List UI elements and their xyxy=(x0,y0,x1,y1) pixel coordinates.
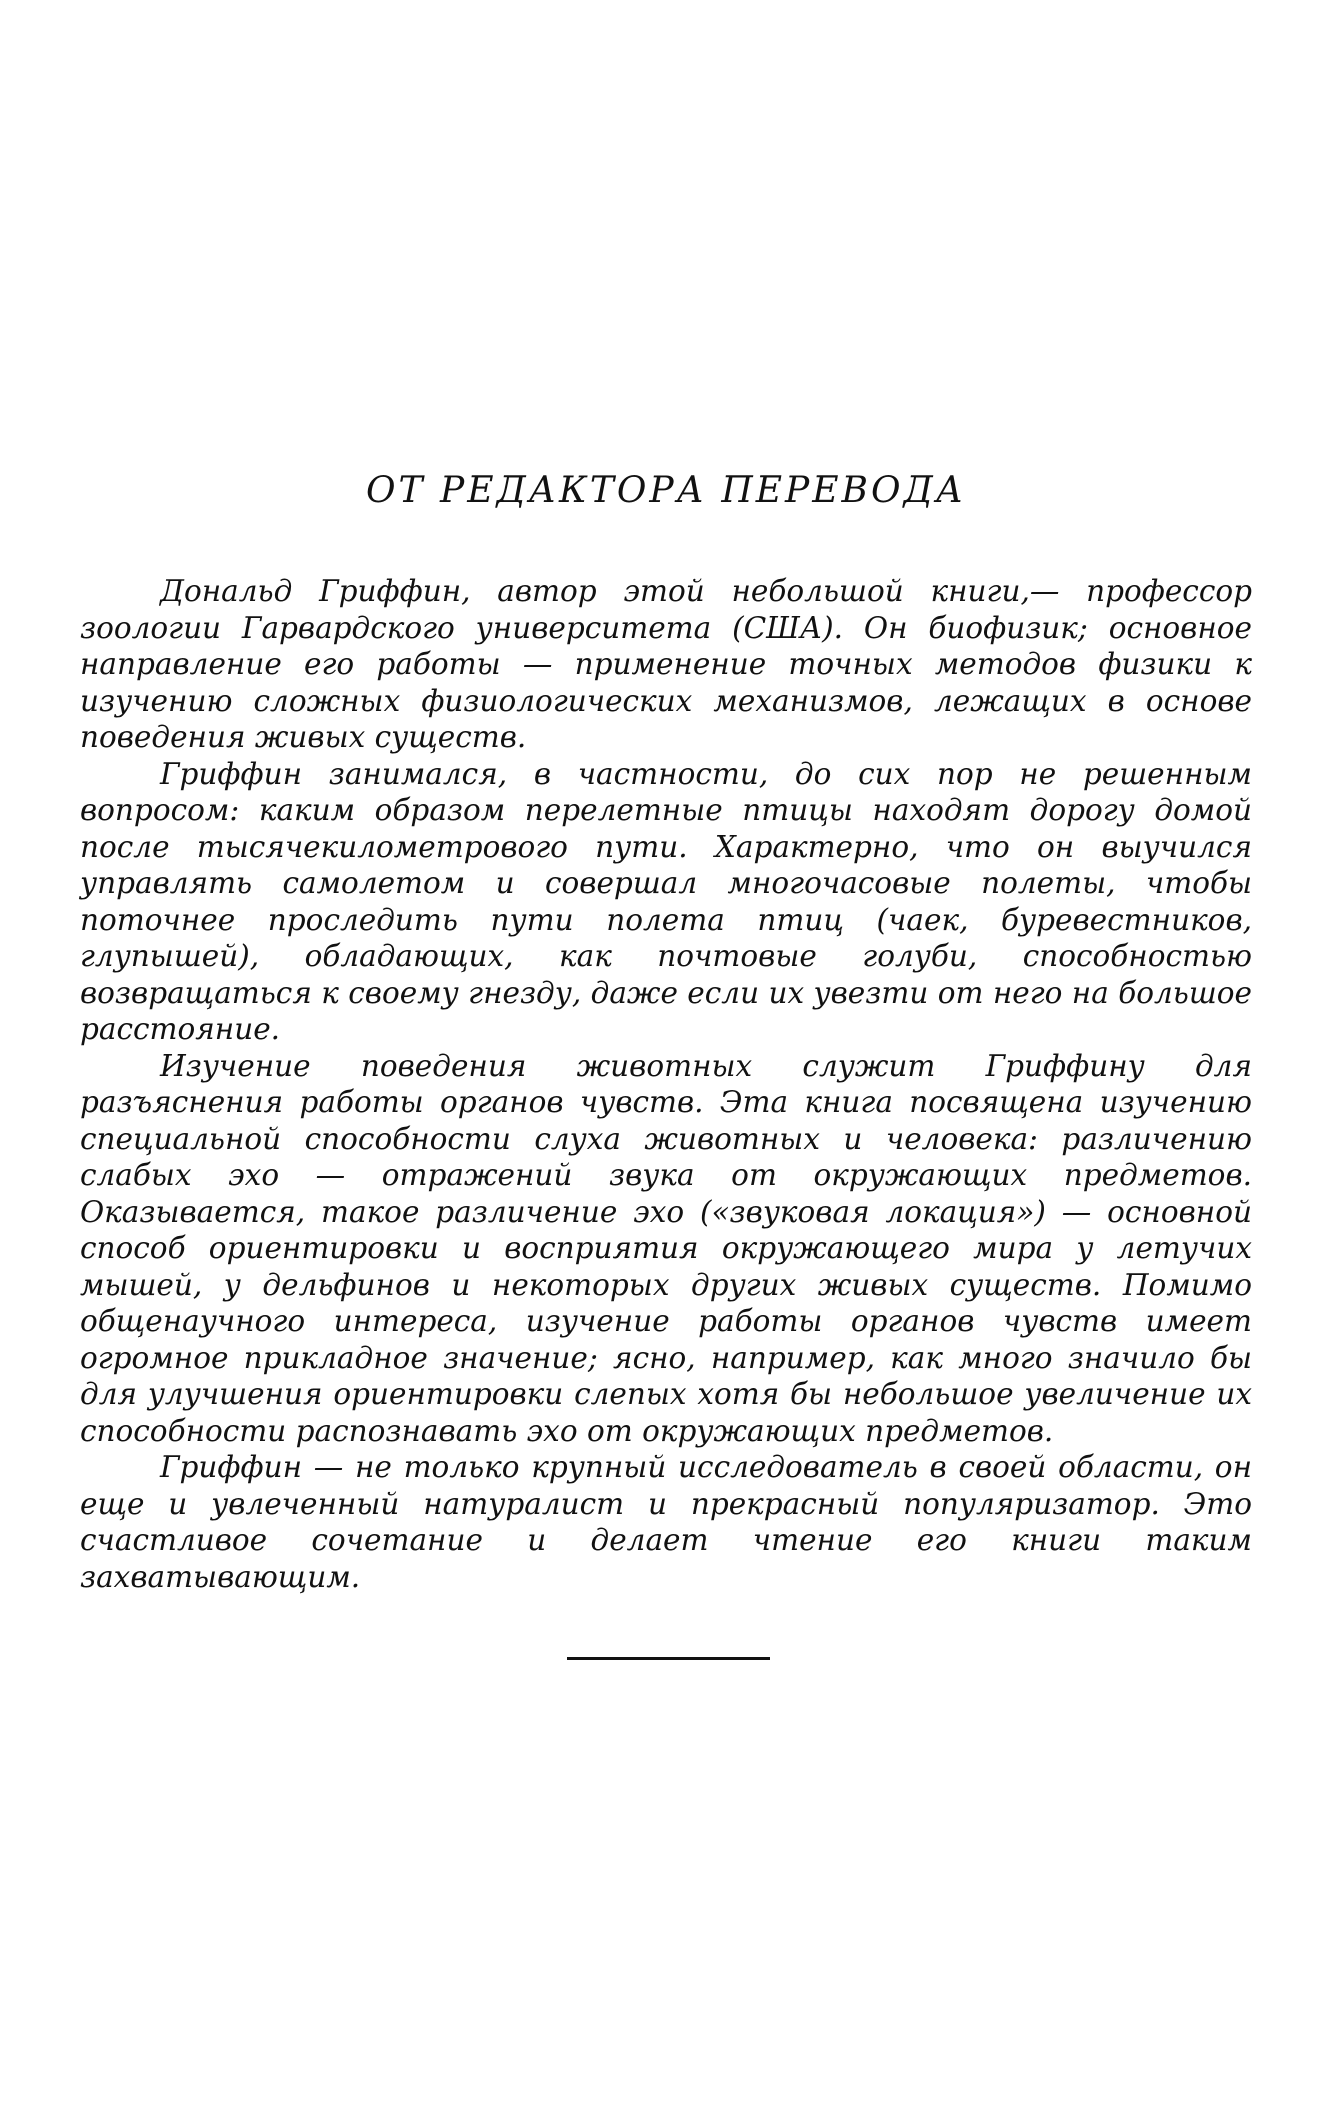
paragraph-1: Дональд Гриффин, автор этой небольшой книги,— профессор зоологии Гарвардского университета (США). Он биофизик; основное направление его работы — применение точных методов физики к изучению сложных физиологических механизмов, лежащих в основе поведения живых существ. xyxy=(80,574,1252,754)
section-divider xyxy=(567,1657,770,1660)
body-text xyxy=(80,573,1252,1595)
paragraph-2: Гриффин занимался, в частности, до сих пор не решенным вопросом: каким образом перелетные птицы находят дорогу домой после тысячекилометрового пути. Характерно, что он выучился управлять самолетом и совершал многочасовые полеты, чтобы поточнее проследить пути полета птиц (чаек, буревестников, глупышей), обладающих, как почтовые голуби, способностью возвращаться к своему гнезду, даже если их увезти от него на большое расстояние. xyxy=(80,756,1252,1046)
page-content xyxy=(80,470,1252,1595)
paragraph-3: Изучение поведения животных служит Гриффину для разъяснения работы органов чувств. Эта книга посвящена изучению специальной способности слуха животных и человека: различению слабых эхо — отражений звука от окружающих предметов. Оказывается, такое различение эхо («звуковая локация») — основной способ ориентировки и восприятия окружающего мира у летучих мышей, у дельфинов и некоторых других живых существ. Помимо общенаучного интереса, изучение работы органов чувств имеет огромное прикладное значение; ясно, например, как много значило бы для улучшения ориентировки слепых хотя бы небольшое увеличение их способности распознавать эхо от окружающих предметов. xyxy=(80,1048,1252,1448)
page-title: ОТ РЕДАКТОРА ПЕРЕВОДА xyxy=(366,470,966,511)
paragraph-4: Гриффин — не только крупный исследователь в своей области, он еще и увлеченный натуралист и прекрасный популяризатор. Это счастливое сочетание и делает чтение его книги таким захватывающим. xyxy=(80,1450,1252,1594)
